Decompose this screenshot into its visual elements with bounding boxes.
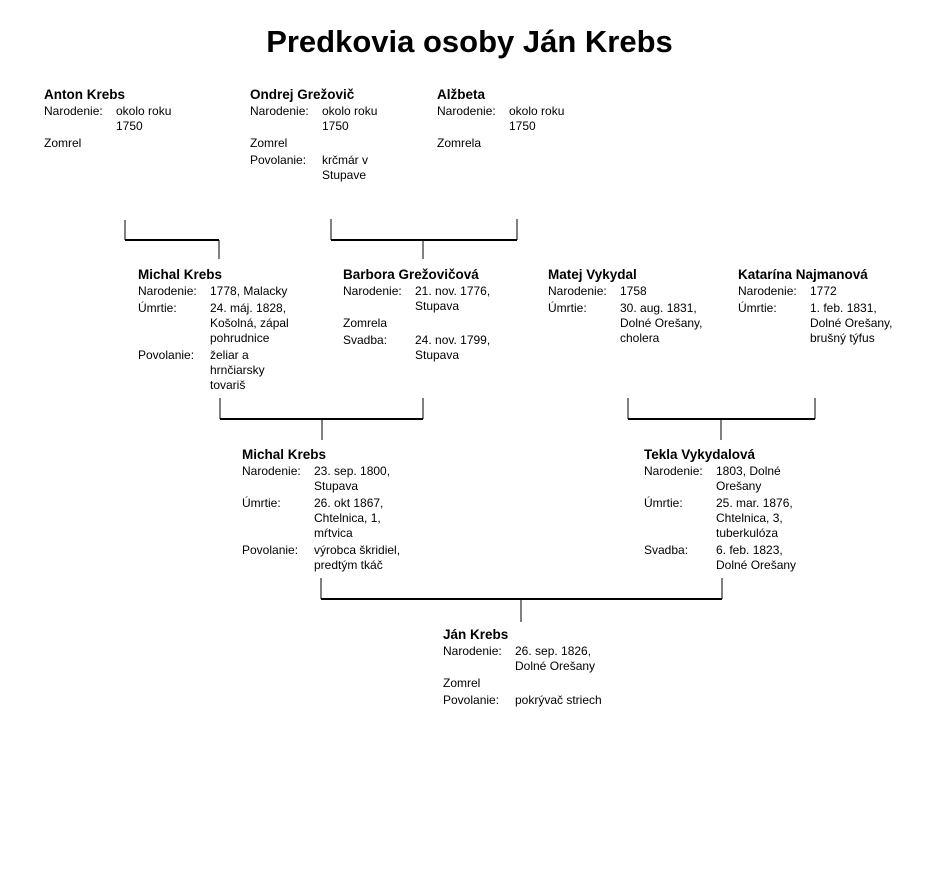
fact-value-line: predtým tkáč [314, 558, 383, 572]
fact-label: Úmrtie: [644, 496, 683, 510]
fact-value-line: tuberkulóza [716, 526, 779, 540]
fact-label: Narodenie: [138, 284, 197, 298]
fact-value [314, 496, 383, 541]
fact-label: Povolanie: [250, 153, 307, 167]
fact-label: Úmrtie: [548, 301, 587, 315]
fact-value-line: Dolné Orešany [716, 558, 797, 572]
fact-value [515, 693, 602, 708]
fact-value [314, 543, 400, 573]
fact-value-line: 30. aug. 1831, [620, 301, 697, 315]
person-card-tekla [644, 448, 844, 575]
person-card-ondrej [250, 88, 450, 185]
person-card-katarina [738, 268, 938, 348]
fact-row [443, 644, 643, 674]
fact-label: Narodenie: [343, 284, 402, 298]
fact-value-line: pokrývač striech [515, 693, 602, 707]
fact-row [242, 464, 442, 494]
fact-value-line: Chtelnica, 1, [314, 511, 381, 525]
fact-value-line: 1750 [322, 119, 349, 133]
page-title: Predkovia osoby Ján Krebs [266, 24, 673, 59]
fact-value-line: 1758 [620, 284, 647, 298]
fact-row [138, 284, 338, 299]
fact-value-line: 1803, Dolné [716, 464, 781, 478]
fact-value-line: 26. okt 1867, [314, 496, 384, 510]
fact-label: Úmrtie: [138, 301, 177, 315]
fact-label: Povolanie: [443, 693, 500, 707]
fact-label: Povolanie: [138, 348, 195, 362]
fact-value [415, 284, 490, 314]
fact-value-line: 25. mar. 1876, [716, 496, 793, 510]
fact-value [116, 104, 171, 134]
fact-label: Zomrel [250, 136, 288, 150]
person-card-alzbeta [437, 88, 637, 153]
fact-row [443, 693, 643, 708]
fact-value-line: Dolné Orešany, [810, 316, 893, 330]
fact-value-line: želiar a [210, 348, 249, 362]
fact-label: Narodenie: [548, 284, 607, 298]
person-name: Michal Krebs [242, 447, 327, 462]
fact-value [210, 348, 265, 393]
fact-value-line: pohrudnice [210, 331, 270, 345]
fact-row [343, 333, 543, 363]
fact-row [343, 316, 543, 331]
fact-value-line: cholera [620, 331, 660, 345]
fact-value [716, 543, 796, 573]
fact-value-line: 1. feb. 1831, [810, 301, 877, 315]
fact-value [716, 496, 793, 541]
fact-label: Svadba: [644, 543, 689, 557]
fact-label: Zomrela [343, 316, 388, 330]
fact-value-line: okolo roku [322, 104, 378, 118]
person-name: Alžbeta [437, 87, 486, 102]
fact-row [443, 676, 643, 691]
fact-value-line: Stupave [322, 168, 367, 182]
fact-value [322, 153, 368, 183]
fact-value-line: 24. máj. 1828, [210, 301, 287, 315]
fact-row [250, 104, 450, 134]
person-name: Tekla Vykydalová [644, 447, 756, 462]
fact-value-line: brušný týfus [810, 331, 875, 345]
fact-value [620, 284, 647, 299]
fact-value-line: krčmár v [322, 153, 368, 167]
person-name: Matej Vykydal [548, 267, 637, 282]
fact-value-line: 1778, Malacky [210, 284, 288, 298]
person-card-michal3 [242, 448, 442, 575]
fact-value-line: Dolné Orešany [515, 659, 596, 673]
person-card-matej [548, 268, 748, 348]
fact-row [548, 284, 748, 299]
fact-row [644, 543, 844, 573]
fact-label: Úmrtie: [738, 301, 777, 315]
fact-row [44, 136, 244, 151]
fact-value-line: 1750 [116, 119, 143, 133]
fact-value-line: 26. sep. 1826, [515, 644, 592, 658]
fact-row [250, 136, 450, 151]
fact-value [810, 284, 837, 299]
fact-row [242, 496, 442, 541]
fact-value-line: Stupava [314, 479, 359, 493]
person-card-anton [44, 88, 244, 153]
fact-value [509, 104, 564, 134]
fact-value [210, 284, 287, 299]
fact-value-line: okolo roku [509, 104, 565, 118]
fact-row [44, 104, 244, 134]
fact-value-line: 6. feb. 1823, [716, 543, 783, 557]
fact-value-line: 1750 [509, 119, 536, 133]
person-name: Barbora Grežovičová [343, 267, 479, 282]
fact-label: Narodenie: [242, 464, 301, 478]
fact-value-line: Stupava [415, 348, 460, 362]
fact-value [716, 464, 781, 494]
fact-row [138, 301, 338, 346]
fact-label: Zomrel [443, 676, 481, 690]
fact-value-line: Orešany [716, 479, 762, 493]
fact-row [138, 348, 338, 393]
fact-label: Narodenie: [250, 104, 309, 118]
fact-row [644, 464, 844, 494]
fact-value-line: tovariš [210, 378, 246, 392]
fact-value-line: 24. nov. 1799, [415, 333, 491, 347]
person-card-jan [443, 628, 643, 710]
fact-value-line: Dolné Orešany, [620, 316, 703, 330]
fact-label: Úmrtie: [242, 496, 281, 510]
fact-row [548, 301, 748, 346]
fact-value-line: 21. nov. 1776, [415, 284, 491, 298]
fact-value [314, 464, 390, 494]
fact-value-line: 23. sep. 1800, [314, 464, 391, 478]
fact-label: Narodenie: [738, 284, 797, 298]
fact-value-line: mŕtvica [314, 526, 353, 540]
fact-row [437, 104, 637, 134]
fact-label: Narodenie: [443, 644, 502, 658]
fact-value-line: výrobca škridiel, [314, 543, 401, 557]
fact-label: Povolanie: [242, 543, 299, 557]
fact-value [515, 644, 595, 674]
fact-label: Svadba: [343, 333, 388, 347]
fact-value [322, 104, 377, 134]
fact-label: Narodenie: [437, 104, 496, 118]
fact-label: Narodenie: [44, 104, 103, 118]
fact-row [343, 284, 543, 314]
fact-row [242, 543, 442, 573]
person-card-barbora [343, 268, 543, 365]
fact-value-line: 1772 [810, 284, 837, 298]
fact-label: Narodenie: [644, 464, 703, 478]
fact-label: Zomrel [44, 136, 82, 150]
person-name: Anton Krebs [44, 87, 125, 102]
fact-value [620, 301, 702, 346]
fact-value [210, 301, 289, 346]
fact-value [810, 301, 892, 346]
fact-value-line: Košolná, zápal [210, 316, 289, 330]
person-name: Ján Krebs [443, 627, 509, 642]
person-card-michal2 [138, 268, 338, 395]
fact-row [738, 301, 938, 346]
fact-value-line: okolo roku [116, 104, 172, 118]
person-name: Katarína Najmanová [738, 267, 868, 282]
fact-row [250, 153, 450, 183]
fact-row [437, 136, 637, 151]
fact-row [644, 496, 844, 541]
fact-label: Zomrela [437, 136, 482, 150]
fact-value-line: hrnčiarsky [210, 363, 265, 377]
fact-value-line: Chtelnica, 3, [716, 511, 783, 525]
person-name: Ondrej Grežovič [250, 87, 355, 102]
person-name: Michal Krebs [138, 267, 223, 282]
fact-row [738, 284, 938, 299]
fact-value [415, 333, 490, 363]
fact-value-line: Stupava [415, 299, 460, 313]
